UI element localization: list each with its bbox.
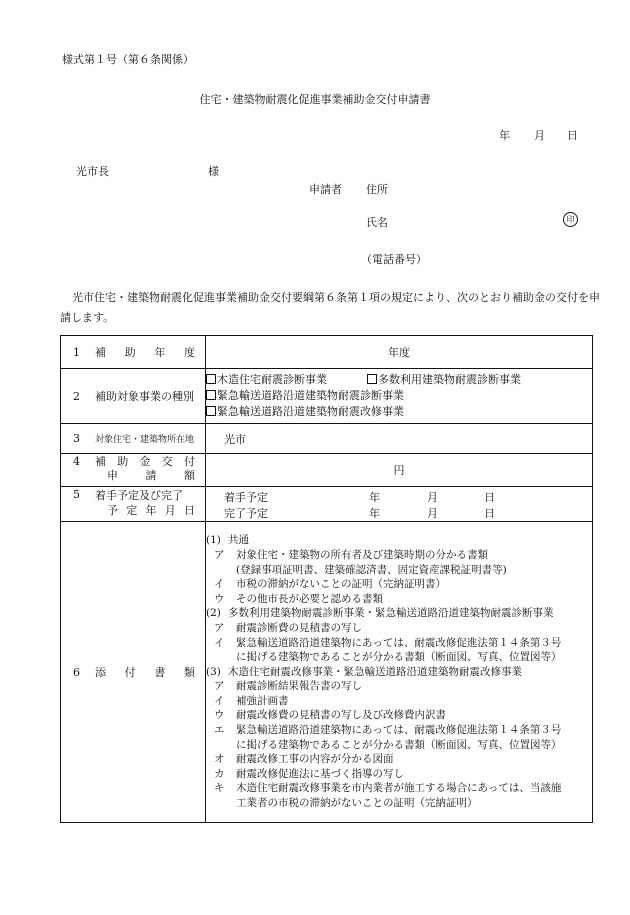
row-label: 着手予定及び完了 予 定 年 月 日 (95, 489, 195, 517)
row-label: 添 付 書 類 (95, 666, 195, 679)
table-row (61, 336, 593, 369)
list-item: (登録事項証明書、建築確認済書、固定資産課税証明書等) (236, 563, 507, 576)
start-month: 月 (427, 491, 438, 504)
list-item: (2) 多数利用建築物耐震診断事業・緊急輸送道路沿道建築物耐震診断事業 (206, 607, 554, 620)
intro-text: 光市住宅・建築物耐震化促進事業補助金交付要綱第６条第１項の規定により、次のとおり補助金の交付を申請します。 (60, 291, 600, 324)
seal-mark: 印 (563, 212, 578, 227)
phone-label: （電話番号） (361, 253, 427, 266)
document-title: 住宅・建築物耐震化促進事業補助金交付申請書 (199, 93, 431, 106)
schedule-field[interactable] (206, 487, 593, 522)
list-item: 工業者の市税の滞納がないことの証明（完納証明） (236, 797, 478, 810)
end-month: 月 (427, 507, 438, 520)
fiscal-year-field[interactable]: 年度 (206, 336, 593, 369)
table-row (61, 522, 593, 823)
honorific: 様 (208, 165, 219, 178)
table-row (61, 454, 593, 487)
end-label: 完了予定 (224, 507, 268, 520)
address-label: 住所 (366, 183, 388, 196)
end-year: 年 (369, 507, 380, 520)
start-label: 着手予定 (224, 491, 268, 504)
row-number: 2 (73, 389, 80, 403)
list-item: に掲げる建築物であることが分かる書類（断面図、写真、位置図等） (236, 651, 562, 664)
row-number: 6 (73, 665, 80, 679)
list-item: オ 耐震改修工事の内容が分かる図面 (214, 753, 394, 766)
list-item: イ 市税の滞納がないことの証明（完納証明書） (214, 578, 446, 591)
location-field[interactable]: 光市 (206, 424, 593, 454)
checkbox[interactable] (206, 374, 216, 384)
list-item: に掲げる建築物であることが分かる書類（断面図、写真、位置図等） (236, 738, 562, 751)
list-item: カ 耐震改修促進法に基づく指導の写し (214, 767, 404, 780)
table-row (61, 424, 593, 454)
checkbox[interactable] (206, 390, 216, 400)
amount-field[interactable]: 円 (206, 454, 593, 487)
form-number: 様式第１号（第６条関係） (62, 53, 194, 66)
application-table (60, 335, 593, 823)
row-number: 4 (73, 455, 80, 468)
row-number: 3 (73, 432, 80, 445)
attachments-list (206, 522, 593, 823)
start-day: 日 (484, 491, 495, 504)
date-year: 年 (499, 129, 510, 142)
checkbox[interactable] (206, 406, 216, 416)
list-item: キ 木造住宅耐震改修事業を市内業者が施工する場合にあっては、当該施 (214, 782, 562, 795)
list-item: ウ 耐震改修費の見積書の写し及び改修費内訳書 (214, 709, 446, 722)
end-day: 日 (484, 507, 495, 520)
list-item: エ 緊急輸送道路沿道建築物にあっては、耐震改修促進法第１４条第３号 (214, 724, 562, 737)
addressee: 光市長 (76, 165, 109, 178)
list-item: (3) 木造住宅耐震改修事業・緊急輸送道路沿道建築物耐震改修事業 (206, 665, 522, 678)
row-label: 補 助 金 交 付 申 請 額 (95, 455, 195, 482)
list-item: イ 補強計画書 (214, 694, 289, 707)
date-month: 月 (534, 129, 545, 142)
row-number: 5 (73, 488, 80, 501)
table-row (61, 369, 593, 424)
list-item: ウ その他市長が必要と認める書類 (214, 592, 383, 605)
list-item: ア 対象住宅・建築物の所有者及び建築時期の分かる書類 (214, 548, 488, 561)
row-number: 1 (73, 345, 80, 359)
date-day: 日 (567, 129, 578, 142)
row-label: 補 助 年 度 (95, 346, 195, 359)
list-item: ア 耐震診断費の見積書の写し (214, 621, 362, 634)
row-label: 補助対象事業の種別 (95, 390, 194, 403)
list-item: (1) 共通 (206, 534, 249, 547)
name-label: 氏名 (366, 216, 388, 229)
list-item: ア 耐震診断結果報告書の写し (214, 680, 362, 693)
start-year: 年 (369, 491, 380, 504)
checkbox[interactable] (367, 374, 377, 384)
list-item: イ 緊急輸送道路沿道建築物にあっては、耐震改修促進法第１４条第３号 (214, 636, 562, 649)
row-label: 対象住宅・建築物所在地 (95, 435, 195, 445)
applicant-label: 申請者 (309, 183, 342, 196)
project-type-options: 木造住宅耐震診断事業 多数利用建築物耐震診断事業 緊急輸送道路沿道建築物耐震診断事業 緊急輸送道路沿道建築物耐震改修事業 (206, 369, 593, 424)
table-row (61, 487, 593, 522)
